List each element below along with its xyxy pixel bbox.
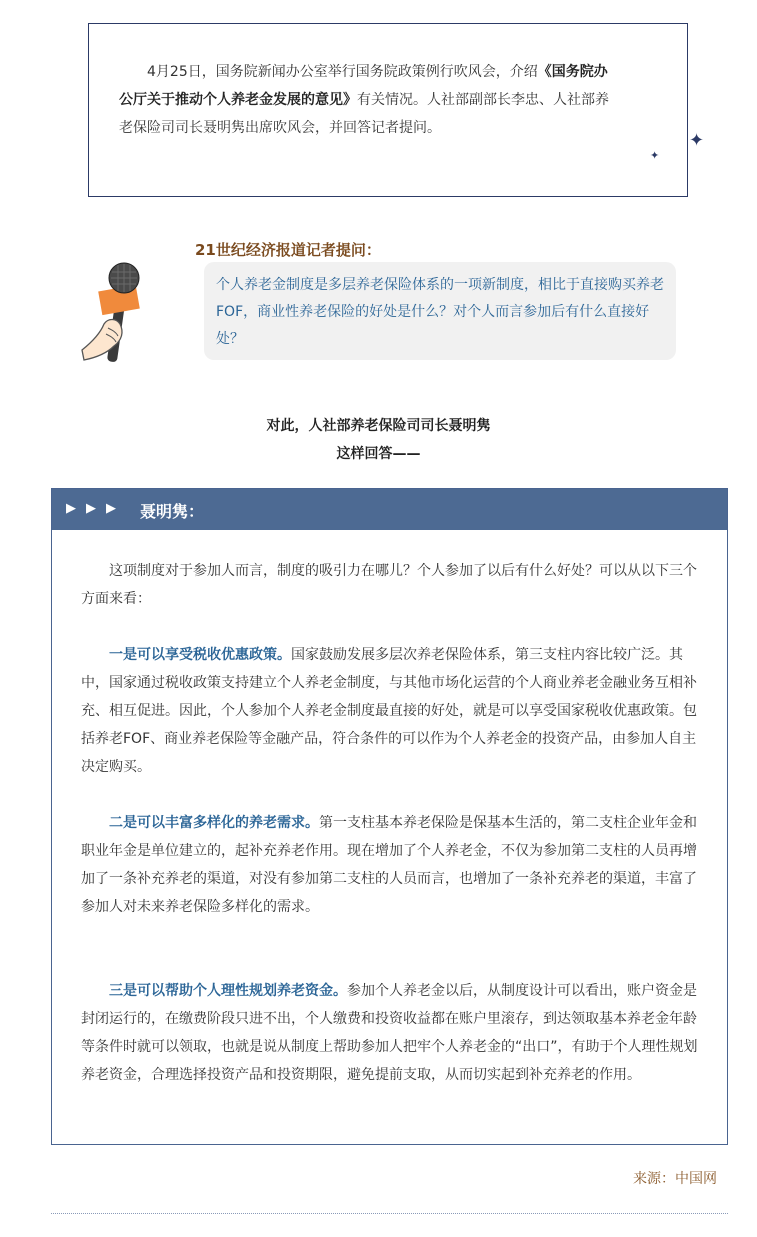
answer-point-3: 三是可以帮助个人理性规划养老资金。参加个人养老金以后，从制度设计可以看出，账户资金是封闭运行的，在缴费阶段只进不出，个人缴费和投资收益都在账户里滚存，到达领取基本养老金年龄等条件时就可以领取，也就是说从制度上帮助参加人把牢个人养老金的“出口”，有助于个人理性规划养老资金，合理选择投资产品和投资期限，避免提前支取，从而切实起到补充养老的作用。: [81, 983, 698, 1083]
answer-intro: 这项制度对于参加人而言，制度的吸引力在哪儿？个人参加了以后有什么好处？可以从以下三个方面来看：: [81, 563, 697, 607]
triangle-right-icon: ▶: [66, 501, 76, 516]
question-bubble: [204, 262, 676, 360]
question-text: 个人养老金制度是多层养老保险体系的一项新制度，相比于直接购买养老FOF，商业性养老保险的好处是什么？对个人而言参加后有什么直接好处？: [216, 277, 664, 347]
star-icon: ✦: [689, 130, 705, 151]
triangle-right-icon: ▶: [86, 501, 96, 516]
answer-box: [51, 488, 728, 1145]
answer-header: [52, 489, 727, 530]
answer-point-2: 二是可以丰富多样化的养老需求。第一支柱基本养老保险是保基本生活的，第二支柱企业年金和职业年金是单位建立的，起补充养老作用。现在增加了个人养老金，不仅为参加第二支柱的人员再增加了一条补充养老的渠道，对没有参加第二支柱的人员而言，也增加了一条补充养老的渠道，丰富了参加人对未来养老保险多样化的需求。: [81, 815, 697, 915]
transition-line-2: 这样回答——: [336, 446, 421, 462]
source-credit: 来源：中国网: [633, 1171, 717, 1187]
answer-point-1: 一是可以享受税收优惠政策。国家鼓励发展多层次养老保险体系，第三支柱内容比较广泛。其中，国家通过税收政策支持建立个人养老金制度，与其他市场化运营的个人商业养老金融业务互相补充、相互促进。因此，个人参加个人养老金制度最直接的好处，就是可以享受国家税收优惠政策。包括养老FOF、商业养老保险等金融产品，符合条件的可以作为个人养老金的投资产品，由参加人自主决定购买。: [81, 647, 697, 775]
triangle-right-icon: ▶: [106, 501, 116, 516]
intro-box: [88, 23, 688, 197]
transition-line-1: 对此，人社部养老保险司司长聂明隽: [266, 418, 491, 434]
doc-title: 《国务院办公厅关于推动个人养老金发展的意见》: [119, 64, 608, 108]
microphone-icon: [78, 262, 150, 364]
intro-text: 4月25日，国务院新闻办公室举行国务院政策例行吹风会，介绍《国务院办公厅关于推动个人养老金发展的意见》有关情况。人社部副部长李忠、人社部养老保险司司长聂明隽出席吹风会，并回答记者提问。: [119, 64, 609, 136]
divider: [51, 1213, 728, 1214]
question-header: 21世纪经济报道记者提问：: [195, 241, 381, 259]
star-icon: ✦: [650, 149, 660, 162]
speaker-name: 聂明隽：: [140, 502, 205, 521]
